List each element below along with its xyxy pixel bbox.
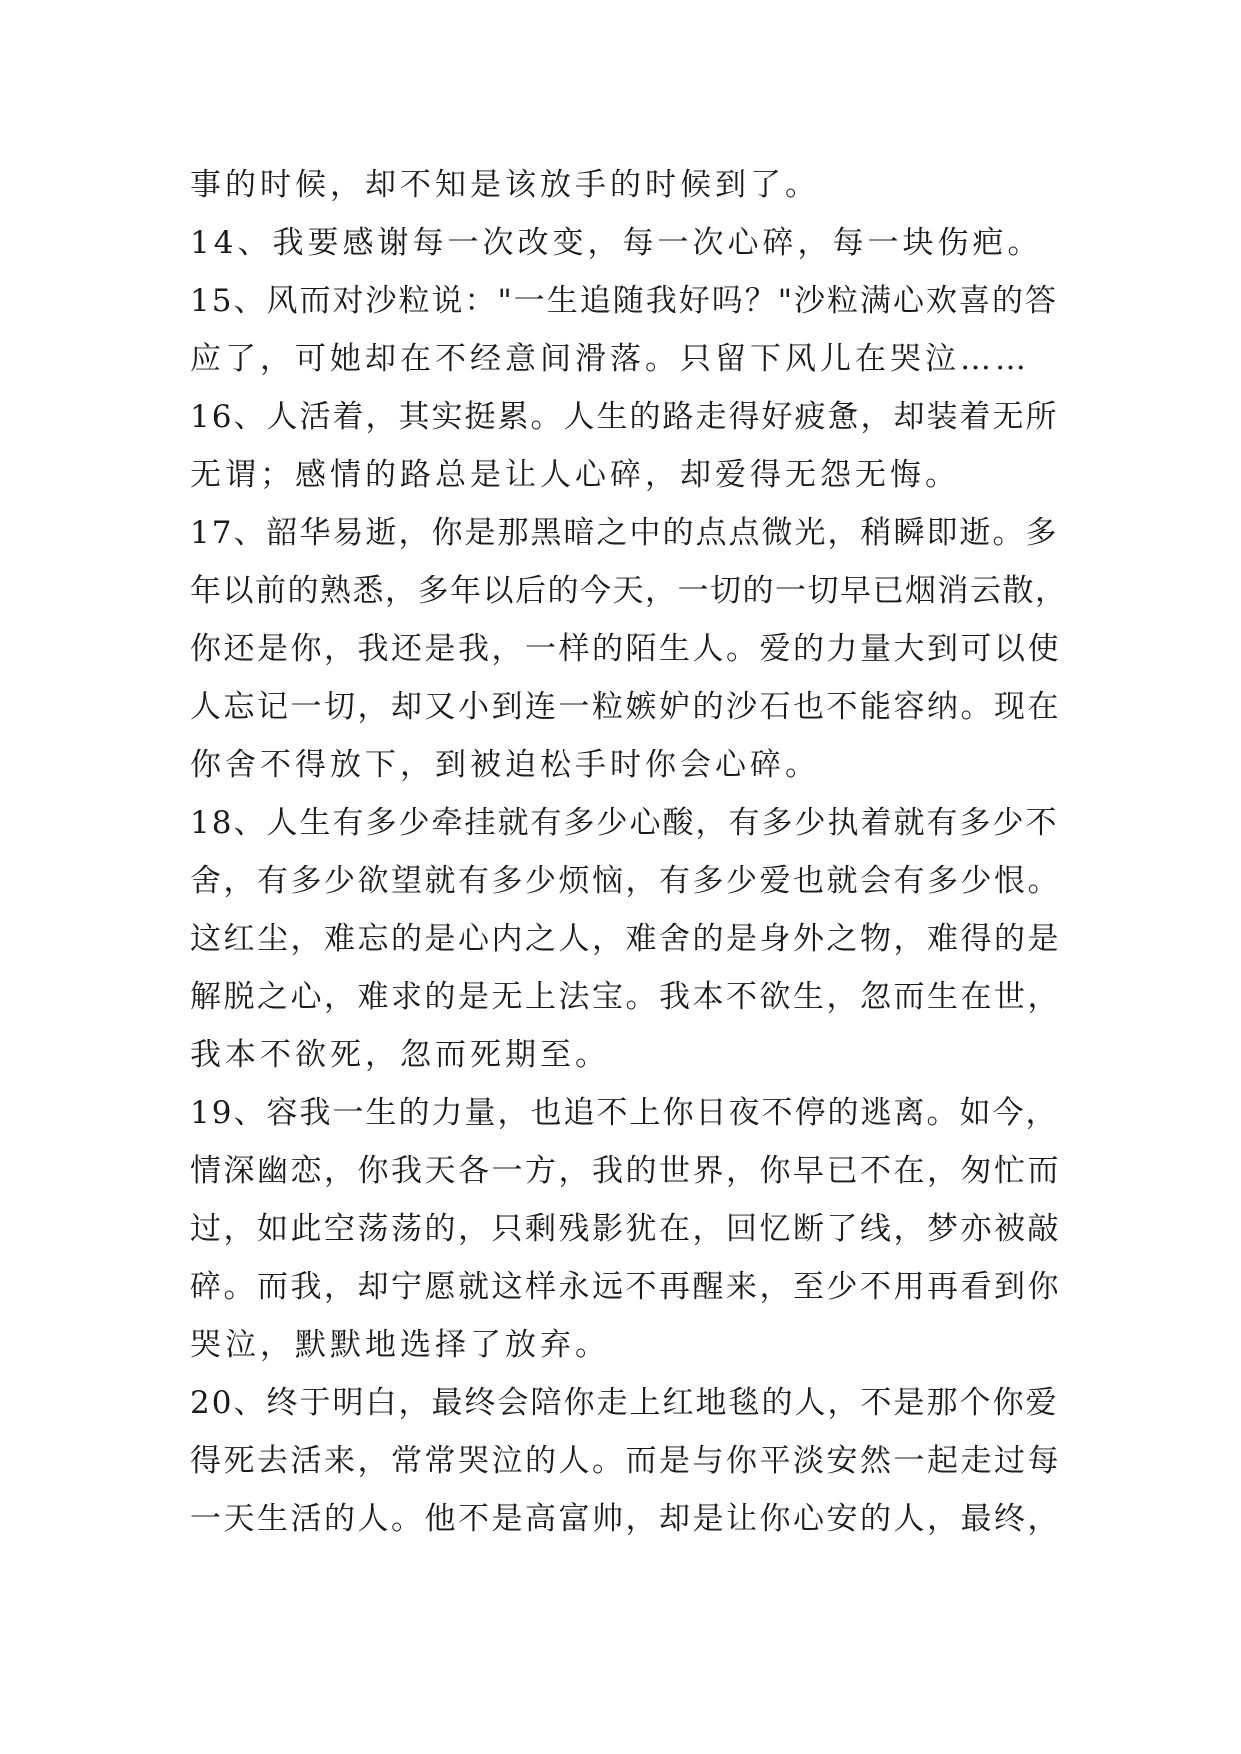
- text-line: 15、风而对沙粒说："一生追随我好吗？"沙粒满心欢喜的答: [190, 283, 1058, 319]
- text-line: 我本不欲死，忽而死期至。: [190, 1037, 610, 1073]
- text-line: 你舍不得放下，到被迫松手时你会心碎。: [190, 747, 820, 783]
- text-line: 16、人活着，其实挺累。人生的路走得好疲惫，却装着无所: [190, 399, 1059, 435]
- text-line: 19、容我一生的力量，也追不上你日夜不停的逃离。如今，: [190, 1095, 1059, 1131]
- text-line: 得死去活来，常常哭泣的人。而是与你平淡安然一起走过每: [190, 1443, 1061, 1479]
- body-text: [190, 156, 1070, 1548]
- text-line: 20、终于明白，最终会陪你走上红地毯的人，不是那个你爱: [190, 1385, 1059, 1421]
- text-line: 碎。而我，却宁愿就这样永远不再醒来，至少不用再看到你: [190, 1269, 1061, 1305]
- text-line: 无谓；感情的路总是让人心碎，却爱得无怨无悔。: [190, 457, 960, 493]
- text-line: 一天生活的人。他不是高富帅，却是让你心安的人，最终，: [190, 1501, 1061, 1537]
- text-line: 年以前的熟悉，多年以后的今天，一切的一切早已烟消云散，: [190, 573, 1068, 609]
- text-line: 这红尘，难忘的是心内之人，难舍的是身外之物，难得的是: [190, 921, 1061, 957]
- text-line: 舍，有多少欲望就有多少烦恼，有多少爱也就会有多少恨。: [190, 863, 1061, 899]
- text-line: 17、韶华易逝，你是那黑暗之中的点点微光，稍瞬即逝。多: [190, 515, 1059, 551]
- text-line: 18、人生有多少牵挂就有多少心酸，有多少执着就有多少不: [190, 805, 1059, 841]
- text-line: 你还是你，我还是我，一样的陌生人。爱的力量大到可以使: [190, 631, 1061, 667]
- text-line: 14、我要感谢每一次改变，每一次心碎，每一块伤疤。: [190, 225, 1043, 261]
- text-line: 人忘记一切，却又小到连一粒嫉妒的沙石也不能容纳。现在: [190, 689, 1061, 725]
- text-line: 情深幽恋，你我天各一方，我的世界，你早已不在，匆忙而: [190, 1153, 1061, 1189]
- text-line: 应了，可她却在不经意间滑落。只留下风儿在哭泣……: [190, 341, 1030, 377]
- text-line: 过，如此空荡荡的，只剩残影犹在，回忆断了线，梦亦被敲: [190, 1211, 1061, 1247]
- text-line: 哭泣，默默地选择了放弃。: [190, 1327, 610, 1363]
- text-line: 事的时候，却不知是该放手的时候到了。: [190, 167, 820, 203]
- text-line: 解脱之心，难求的是无上法宝。我本不欲生，忽而生在世，: [190, 979, 1061, 1015]
